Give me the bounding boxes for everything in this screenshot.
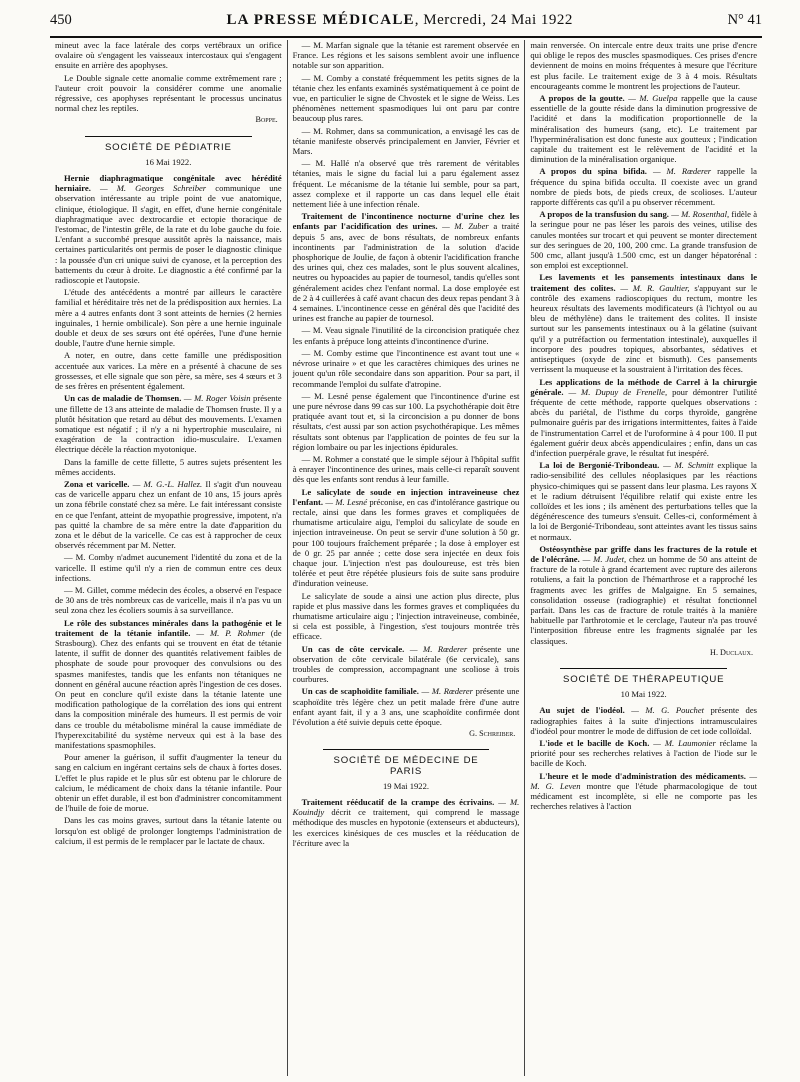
- article: [530, 460, 757, 542]
- article-title: Un cas de scaphoïdite familiale.: [301, 686, 419, 697]
- section-heading-pediatrie: SOCIÉTÉ DE PÉDIATRIE: [85, 136, 252, 153]
- article-speaker: — M. Dupuy de Frenelle,: [568, 386, 668, 397]
- section-date: 19 Mai 1922.: [382, 780, 430, 791]
- article: [530, 272, 757, 374]
- article-title: L'heure et le mode d'administration des médicaments.: [539, 770, 746, 781]
- article: [55, 173, 282, 285]
- article-speaker: — M. P. Rohmer: [196, 627, 265, 638]
- article-title: Le rôle des substances minérales dans la pathogénie et le traitement de la tétanie infantile.: [55, 617, 282, 638]
- paragraph: — M. Rohmer, dans sa communication, a envisagé les cas de tétanie manifeste observés principalement en Janvier, Février et Mars.: [292, 125, 520, 157]
- paragraph: Pour amener la guérison, il suffit d'augmenter la teneur du sang en calcium en ingérant certains sels de chaux à fortes doses. L'effet le plus rapide et le plus sûr est obtenu par le chlorure de calcium, le médicament de choix dans la tétanie infantile. Pour obtenir un effet durable, il est bon d'administrer concomitamment de l'huile de foie de morue.: [55, 752, 282, 814]
- section-heading-medecine-paris: SOCIÉTÉ DE MÉDECINE DE PARIS: [323, 749, 490, 776]
- paragraph: — M. Comby n'admet aucunement l'identité du zona et de la varicelle. Il estime qu'il n'y a rien de commun entre ces deux infections.: [55, 552, 282, 583]
- article: [530, 705, 757, 736]
- article-text: présente des radiographies faites à la suite d'injections intramusculaires d'iodéol pour montrer le mode de diffusion de cet iode colloïdal.: [530, 705, 758, 736]
- article-speaker: — M. G. Pouchet: [631, 705, 705, 716]
- article-title: A propos de la transfusion du sang.: [539, 209, 669, 220]
- paragraph: main renversée. On intercale entre deux traits une prise d'encre qui oblige le repos des muscles spasmodiques. Ces prises d'encre deviennent de moins en moins fréquentes à mesure que l'écriture est plus facile. Le traitement exige de 3 à 4 mois. Résultats encourageants comme le montrent les projections de l'auteur.: [530, 40, 758, 91]
- paragraph: Dans les cas moins graves, surtout dans la tétanie latente ou lorsqu'on est obligé de prolonger longtemps l'administration de calcium, il est permis de le remplacer par le lactate de chaux.: [55, 815, 282, 846]
- article-title: Traitement rééducatif de la crampe des écrivains.: [301, 797, 495, 808]
- article-text: explique la radio-sensibilité des cellules néoplasiques par les réactions physico-chimiques qui se passent dans leur plasma. Les rayons X et le radium détruisent l'équilibre relatif qui existe entre les colloïdes et les ions ; ils amènent des perturbations telles que la dégénérescence des tumeurs s'ensuit. Celles-ci, conformément à la loi de Bergonié-Tribondeau, sont atteintes avant les tissus sains et normaux.: [530, 460, 758, 542]
- article: [530, 738, 757, 769]
- article: [55, 393, 282, 454]
- article-title: Le salicylate de soude en injection intraveineuse chez l'enfant.: [292, 486, 520, 507]
- issue-date: , Mercredi, 24 Mai 1922: [414, 12, 573, 28]
- article: [530, 771, 757, 812]
- article-text: rappelle la fréquence du spina bifida occulta. Il coexiste avec un grand nombre de pieds bots, de pieds creux, de scolioses. L'auteur rapporte différents cas qu'il a pu observer récemment.: [530, 166, 758, 208]
- article: [55, 479, 282, 550]
- paragraph: A noter, en outre, dans cette famille une prédisposition accentuée aux varices. La mère en a présenté à chacune de ses grossesses, et elle signale que son père, sa mère, ses 4 sœurs et 3 de ses frères en présentent également.: [55, 350, 282, 392]
- paragraph: mineut avec la face latérale des corps vertébraux un orifice ovalaire où s'engagent les vaisseaux intercostaux qui s'engagent ensuite en arrière des apophyses.: [55, 40, 282, 71]
- article-speaker: — M. R. Gaultier,: [620, 282, 690, 293]
- article-text: présente une scaphoïdite très légère chez un petit malade frère d'une autre enfant ayant fait, il y a 3 ans, une scaphoïdite confirmée dont l'évolution a été suivie depuis cette époque.: [292, 686, 520, 727]
- paragraph: Le salicylate de soude a ainsi une action plus directe, plus rapide et plus massive dans les formes graves et compliquées du rhumatisme articulaire aigu ; l'injection intraveineuse, combinée, si cela est possible, à l'ingestion, s'est toujours montrée très efficace.: [292, 590, 520, 642]
- journal-title: LA PRESSE MÉDICALE: [226, 12, 415, 28]
- article-title: Un cas de côte cervicale.: [301, 643, 405, 654]
- article-title: A propos de la goutte.: [539, 93, 625, 104]
- paragraph: Dans la famille de cette fillette, 5 autres sujets présentent les mêmes accidents.: [55, 456, 282, 477]
- article-speaker: — M. Schmitt: [663, 460, 714, 471]
- article-title: Les applications de la méthode de Carrel à la chirurgie générale.: [530, 376, 758, 397]
- article-speaker: — M. Rosenthal,: [671, 209, 730, 220]
- article-text: (de Strasbourg). Chez des enfants qui se trouvent en état de tétanie latente, il suffit de donner des quantités relativement faibles de phosphate de soude pour provoquer des convulsions ou des spasmes manifestes, tandis que les enfants non tétaniques ne donnent en général aucune réaction après l'ingestion de ces doses. On peut en conclure qu'il existe dans la tétanie latente une modification pathologique de la corrélation des ions qui entrent dans la composition minérale des humeurs. Il est permis de voir dans ce trouble du métabolisme minéral la cause immédiate de l'hyperexcitabilité du système nerveux qui est à la base des manifestations spasmophiles.: [55, 627, 282, 750]
- article-speaker: — M. Zuber: [442, 221, 489, 232]
- article-text: Il s'agit d'un nouveau cas de varicelle apparu chez un enfant de 10 ans, 15 jours après un zona fébrile constaté chez sa mère. Le fait intéressant consiste en ce que l'enfant, atteint de myopathie progressive, impotent, n'a pas quitté la chambre de sa mère entre la date d'apparition du zona et le début de la varicelle. Ce cas est à rapprocher de ceux observés récemment par M. Netter.: [55, 478, 282, 551]
- article: [530, 209, 757, 270]
- article: [293, 211, 520, 323]
- article: [293, 686, 520, 727]
- paragraph: — M. Lesné pense également que l'incontinence d'urine est une pure névrose dans 99 cas sur 100. La psychothérapie doit être pratiquée avant tout et, si la circoncision a pu donner de bons résultats, c'est aussi par son action psychothérapique. Les mêmes résultats sont obtenus par l'application de pointes de feu sur la région lombaire ou par les injections épidurales.: [292, 390, 520, 452]
- paragraph: L'étude des antécédents a montré par ailleurs le caractère familial et héréditaire très net de la prédisposition aux hernies. La mère a 4 autres enfants dont 3 sont atteints de hernies (2 hernies inguinales, 1 hernie ombilicale). Son père a une hernie inguinale double et deux de ses sœurs ont été opérées, l'une d'une hernie double, l'autre d'une hernie simple.: [55, 287, 282, 349]
- article-speaker: — M. Rœderer: [421, 686, 474, 697]
- article: [293, 644, 520, 685]
- signature: H. Duclaux.: [710, 647, 754, 657]
- columns: [50, 40, 762, 1076]
- paragraph: — M. Comby estime que l'incontinence est avant tout une « névrose urinaire » et que les caractères chimiques des urines ne jouent qu'un rôle secondaire dans son apparition. Pour sa part, il recommande l'emploi du sulfate d'atropine.: [292, 347, 520, 389]
- paragraph: — M. Hallé n'a observé que très rarement de véritables tétanies, mais le signe du facial lui a paru également assez fréquent. Le mécanisme de la tétanie lui semble, pour sa part, assez complexe et il rapporte un cas dans lequel elle était nettement liée à une infection rénale.: [292, 158, 520, 210]
- article-text: s'appuyant sur le contrôle des examens radioscopiques du rectum, montre les heureux résultats des lavements modificateurs (à l'ichtyol ou au bleu de méthylène) dans le traitement des colites. Il insiste surtout sur les pansements intestinaux ou à la gélatine (suivant qu'il y a putréfaction ou fermentation intestinale), auxquelles il incorpore des poudres topiques, absorbantes, sédatives et antiseptiques (oxyde de zinc et bismuth). Ces pansements verrissent la muqueuse et la soustraient à l'irritation des fèces.: [530, 282, 758, 375]
- page-header: [50, 12, 762, 38]
- section-heading-therapeutique: SOCIÉTÉ DE THÉRAPEUTIQUE: [560, 668, 727, 685]
- article-text: présente une fillette de 13 ans atteinte de maladie de Thomsen fruste. Il y a plutôt hésitation que retard au début des mouvements. L'examen somatique est négatif ; il n'y a ni hypertrophie musculaire, ni exagération de la contraction idio-musculaire. L'examen électrique décèle la réaction myotonique.: [55, 393, 282, 455]
- article-title: Zona et varicelle.: [64, 478, 130, 489]
- article-speaker: — M. Judet,: [582, 553, 627, 564]
- article-text: chez un homme de 50 ans atteint de fracture de la rotule à grand écartement avec rupture des ailerons rotuliens, a fait la ponction de l'hémarthrose et a rapproché les fragments avec les griffes de Malgaigne. En 5 semaines, consolidation osseuse (radiographie) et résultat fonctionnel parfait. Dans les cas de fracture de rotule traités à la manière habituelle par l'arthrotomie et le cerclage, l'auteur n'a pas trouvé l'interposition fibreuse entre les fragments signalée par les classiques.: [530, 553, 758, 646]
- article-title: La loi de Bergonié-Tribondeau.: [539, 460, 660, 471]
- article-speaker: — M. Rœderer: [409, 643, 468, 654]
- journal-title-line: [226, 12, 572, 29]
- paragraph: Le Double signale cette anomalie comme extrêmement rare ; l'auteur croit pouvoir la considérer comme une anomalie régressive, ces apophyses représentant le processus uncinatus normal chez les reptiles.: [55, 72, 282, 114]
- article: [530, 93, 757, 164]
- article-text: rappelle que la cause essentielle de la goutte réside dans la diminution progressive de l'acidité et dans la modification proportionnelle de la minéralisation des humeurs (sang, etc). Le traitement par l'hyperminéralisation est donc funeste aux goutteux ; l'indication capitale du traitement est le relèvement de l'acidité et la diminution de la minéralisation organique.: [530, 93, 758, 165]
- article-speaker: — M. Guelpa: [628, 93, 678, 104]
- article: [293, 797, 520, 848]
- article-text: fidèle à la seringue pour ne pas léser les parois des veines, utilise des canules montées sur trocart et qui peuvent se monter directement sur des seringues de 20, 100, 200 cmc. La grande transfusion de 500 cmc, allant jusqu'à 1.500 cmc, est un danger hépatorénal : son emploi est exceptionnel.: [530, 209, 758, 271]
- paragraph: — M. Gillet, comme médecin des écoles, a observé en l'espace de 30 ans de très nombreux cas de varicelle, mais il n'a pas vu un seul zona chez les écoliers soumis à sa surveillance.: [55, 584, 282, 616]
- article-speaker: — M. Laumonier: [653, 738, 716, 748]
- section-date: 16 Mai 1922.: [145, 156, 192, 167]
- signature: G. Schreiber.: [469, 729, 516, 739]
- paragraph: — M. Rohmer a constaté que le simple séjour à l'hôpital suffit à enrayer l'incontinence des urines, mais celle-ci reparaît souvent dès que les enfants sont rendus à leur famille.: [292, 453, 520, 485]
- issue-number: N° 41: [727, 12, 762, 28]
- column-2: [287, 40, 525, 1076]
- article-title: Au sujet de l'iodéol.: [539, 705, 625, 716]
- article-text: préconise, en cas d'intolérance gastrique ou rectale, ainsi que dans les formes graves et compliquées de rhumatisme articulaire aigu, l'emploi du salicylate de soude en injection intraveineuse. On peut se servir d'une solution à 50 gr. pour 100 toujours fraîchement préparée ; la dose à employer est de 0 gr. 25 par année ; cette dose sera injectée en deux fois chaque jour. L'injection n'est pas douloureuse, est très bien tolérée et peut être répétée plusieurs fois de suite sans produire d'induration veineuse.: [292, 496, 520, 589]
- article-title: Traitement de l'incontinence nocturne d'urine chez les enfants par l'acidification des urines.: [292, 211, 520, 232]
- article-text: communique une observation intéressante au triple point de vue anatomique, clinique, étiologique. Il s'agit, en effet, d'une hernie congénitale diaphragmatique avec dextrocardie et ectopie thoracique de l'estomac, de l'intestin grêle, de la rate et du lobe gauche du foie. L'enfant a succombé presque aussitôt après la naissance, mais certaines particularités ont permis de poser le diagnostic clinique : la poussée d'un cri unique suivi de cyanose, et la perception des battements du cœur à droite. Le diagnostic a été confirmé par la radioscopie et l'autopsie.: [55, 183, 282, 286]
- paragraph: — M. Marfan signale que la tétanie est rarement observée en France. Les régions et les saisons semblent avoir une influence notable sur son apparition.: [292, 40, 520, 71]
- article-text: présente une observation de côte cervicale bilatérale (6e cervicale), sans troubles de compression, accompagnant une scoliose à trois courbures.: [292, 643, 520, 685]
- page-number: 450: [50, 12, 72, 28]
- article-title: Hernie diaphragmatique congénitale avec hérédité herniaire.: [55, 173, 282, 194]
- article-text: pour démontrer l'utilité fréquente de cette méthode, rapporte quelques observations : abcès du pariétal, de l'isthme du corps thyroïde, gangrène pulmonaire guéris par des irrigations intermittentes, faites à l'aide de l'instrumentation Carrel et de l'uroformine à 4 pour 100. Il put également guérir deux abcès appendiculaires ; enfin, dans un cas d'infection puerpérale grave, le résultat fut inespéré.: [530, 386, 758, 458]
- article: [55, 618, 282, 751]
- article-text: réclame la priorité pour ses recherches relatives à l'action de l'iode sur le bacille de Koch.: [530, 738, 758, 769]
- article-speaker: — M. Georges Schreiber: [100, 183, 207, 194]
- article: [293, 487, 520, 589]
- paragraph: — M. Veau signale l'inutilité de la circoncision pratiquée chez les enfants à prépuce long atteints d'incontinence d'urine.: [292, 325, 520, 346]
- column-1: [50, 40, 287, 1076]
- article-speaker: — M. G.-L. Hallez.: [132, 478, 203, 489]
- article-text: a traité depuis 5 ans, avec de bons résultats, de nombreux enfants incontinents par l'administration de la solution d'acide phosphorique de Joulie, de façon à obtenir l'acidification franche des urines qui, chez ces malades, sont le plus souvent alcalines, neutres ou hypoacides au papier de tournesol, tandis qu'elles sont généralement acides chez l'enfant normal. La dose employée est de 2 à 4 cuillerées à café avant chacun des deux repas pendant 3 à 4 semaines. L'incontinence cesse en général dès que l'acidité des urines est franche au papier de tournesol.: [292, 221, 520, 324]
- article-speaker: — M. Rœderer: [652, 166, 712, 177]
- article-text: montre que l'étude pharmacologique de tout médicament est incomplète, si elle ne comporte pas les recherches relatives à l'action: [530, 780, 758, 812]
- signature: Boppe.: [255, 115, 278, 125]
- article: [530, 544, 757, 646]
- article-title: L'iode et le bacille de Koch.: [539, 738, 650, 748]
- article-title: Un cas de maladie de Thomsen.: [64, 393, 182, 404]
- article-speaker: — M. Roger Voisin: [183, 393, 251, 404]
- article-title: Ostéosynthèse par griffe dans les fractures de la rotule et de l'olécrâne.: [530, 543, 758, 564]
- article-text: décrit ce traitement, qui comprend le massage méthodique des muscles en hypotonie (extenseurs et abducteurs), les exercices kinésiques de ces muscles et la rééducation de l'écriture avec la: [292, 807, 520, 848]
- article-speaker: — M. Kouindjy: [292, 797, 520, 818]
- section-date: 10 Mai 1922.: [620, 689, 667, 700]
- article-title: Les lavements et les pansements intestinaux dans le traitement des colites.: [530, 272, 758, 293]
- article-title: A propos du spina bifida.: [539, 166, 647, 177]
- article-speaker: — M. Lesné: [325, 496, 368, 507]
- article: [530, 377, 757, 459]
- paragraph: — M. Comby a constaté fréquemment les petits signes de la tétanie chez les enfants examinés systématiquement à ce point de vue, en particulier le signe de Chvostek et le signe de Weiss. Les phénomènes nettement spasmodiques lui ont paru par contre beaucoup plus rares.: [292, 72, 520, 124]
- article-speaker: — M. G. Leven: [530, 770, 758, 791]
- column-3: [524, 40, 762, 1076]
- article: [530, 166, 757, 207]
